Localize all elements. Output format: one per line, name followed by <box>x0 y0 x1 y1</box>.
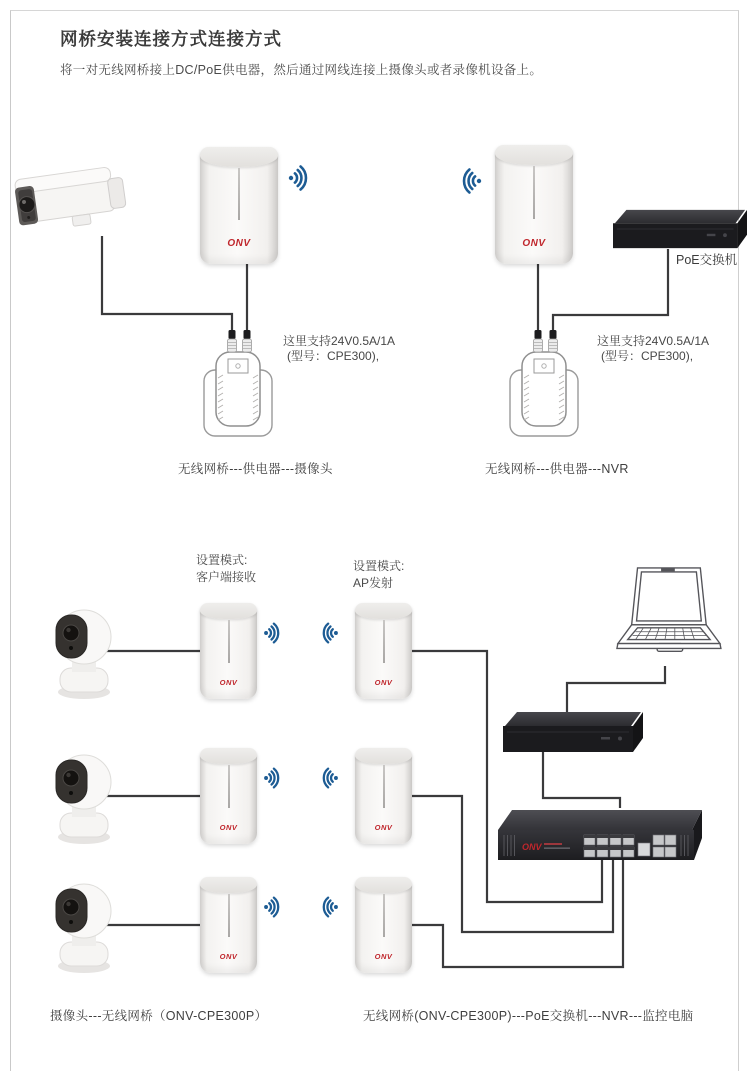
bridge-top-cap <box>200 877 257 893</box>
mode-label-ap <box>353 558 404 592</box>
bridge-top-cap <box>355 877 412 893</box>
wireless-bridge-client <box>200 877 257 973</box>
bridge-indicator-strip <box>228 620 230 662</box>
wireless-bridge-top-left <box>200 147 278 264</box>
bridge-indicator-strip <box>383 894 385 936</box>
bridge-indicator-strip <box>383 620 385 662</box>
power-adapter <box>504 330 584 442</box>
nvr-device <box>613 206 747 252</box>
poe-switch <box>498 804 702 864</box>
onv-logo: ONV <box>522 237 546 249</box>
wireless-bridge-client <box>200 748 257 844</box>
bridge-indicator-strip <box>383 765 385 807</box>
bridge-top-cap <box>355 748 412 764</box>
note-line1: 这里支持24V0.5A/1A <box>597 334 710 348</box>
wifi-signal-icon <box>262 764 288 792</box>
power-adapter <box>198 330 278 442</box>
bridge-top-cap <box>355 603 412 619</box>
connection-caption: 无线网桥---供电器---NVR <box>485 462 629 476</box>
bridge-indicator-strip <box>533 166 535 218</box>
poe-switch-label: PoE交换机 <box>676 253 738 267</box>
wifi-signal-icon <box>452 164 484 198</box>
wifi-signal-icon <box>314 764 340 792</box>
wifi-signal-icon <box>286 161 318 195</box>
page-title: 网桥安装连接方式连接方式 <box>60 29 282 49</box>
note-line2: (型号：CPE300), <box>601 349 694 363</box>
dome-camera <box>44 749 124 846</box>
dome-camera <box>44 604 124 701</box>
onv-logo: ONV <box>522 842 542 852</box>
wireless-bridge-top-right <box>495 145 573 264</box>
note-line1: 这里支持24V0.5A/1A <box>283 334 396 348</box>
power-spec-note <box>283 334 395 364</box>
bridge-indicator-strip <box>228 765 230 807</box>
mode-client-line2: 客户端接收 <box>196 570 257 584</box>
mode-label-client <box>196 552 256 586</box>
wifi-signal-icon <box>314 893 340 921</box>
wireless-bridge-ap <box>355 748 412 844</box>
bullet-camera <box>12 160 137 245</box>
wifi-signal-icon <box>262 619 288 647</box>
power-spec-note <box>597 334 709 364</box>
wifi-signal-icon <box>262 893 288 921</box>
bridge-top-cap <box>200 603 257 619</box>
mode-ap-line2: AP发射 <box>353 576 394 590</box>
wireless-bridge-ap <box>355 877 412 973</box>
onv-logo: ONV <box>374 678 393 688</box>
onv-logo: ONV <box>374 952 393 962</box>
bridge-indicator-strip <box>228 894 230 936</box>
onv-logo: ONV <box>219 678 238 688</box>
bridge-top-cap <box>200 147 278 167</box>
nvr-device <box>503 710 643 754</box>
wireless-bridge-client <box>200 603 257 699</box>
dome-camera <box>44 878 124 975</box>
onv-logo: ONV <box>227 237 251 249</box>
onv-logo: ONV <box>219 823 238 833</box>
page-subtitle: 将一对无线网桥接上DC/PoE供电器，然后通过网线连接上摄像头或者录像机设备上。 <box>60 63 543 77</box>
wifi-signal-icon <box>314 619 340 647</box>
bottom-caption-right: 无线网桥(ONV-CPE300P)---PoE交换机---NVR---监控电脑 <box>363 1009 694 1023</box>
bridge-top-cap <box>200 748 257 764</box>
mode-client-line1: 设置模式: <box>196 553 248 567</box>
note-line2: (型号：CPE300), <box>287 349 380 363</box>
onv-logo: ONV <box>374 823 393 833</box>
bottom-caption-left: 摄像头---无线网桥（ONV-CPE300P） <box>50 1009 268 1023</box>
onv-logo: ONV <box>219 952 238 962</box>
bridge-indicator-strip <box>238 168 240 219</box>
laptop <box>606 566 724 670</box>
connection-caption: 无线网桥---供电器---摄像头 <box>178 462 333 476</box>
bridge-top-cap <box>495 145 573 165</box>
mode-ap-line1: 设置模式: <box>353 559 405 573</box>
wireless-bridge-ap <box>355 603 412 699</box>
